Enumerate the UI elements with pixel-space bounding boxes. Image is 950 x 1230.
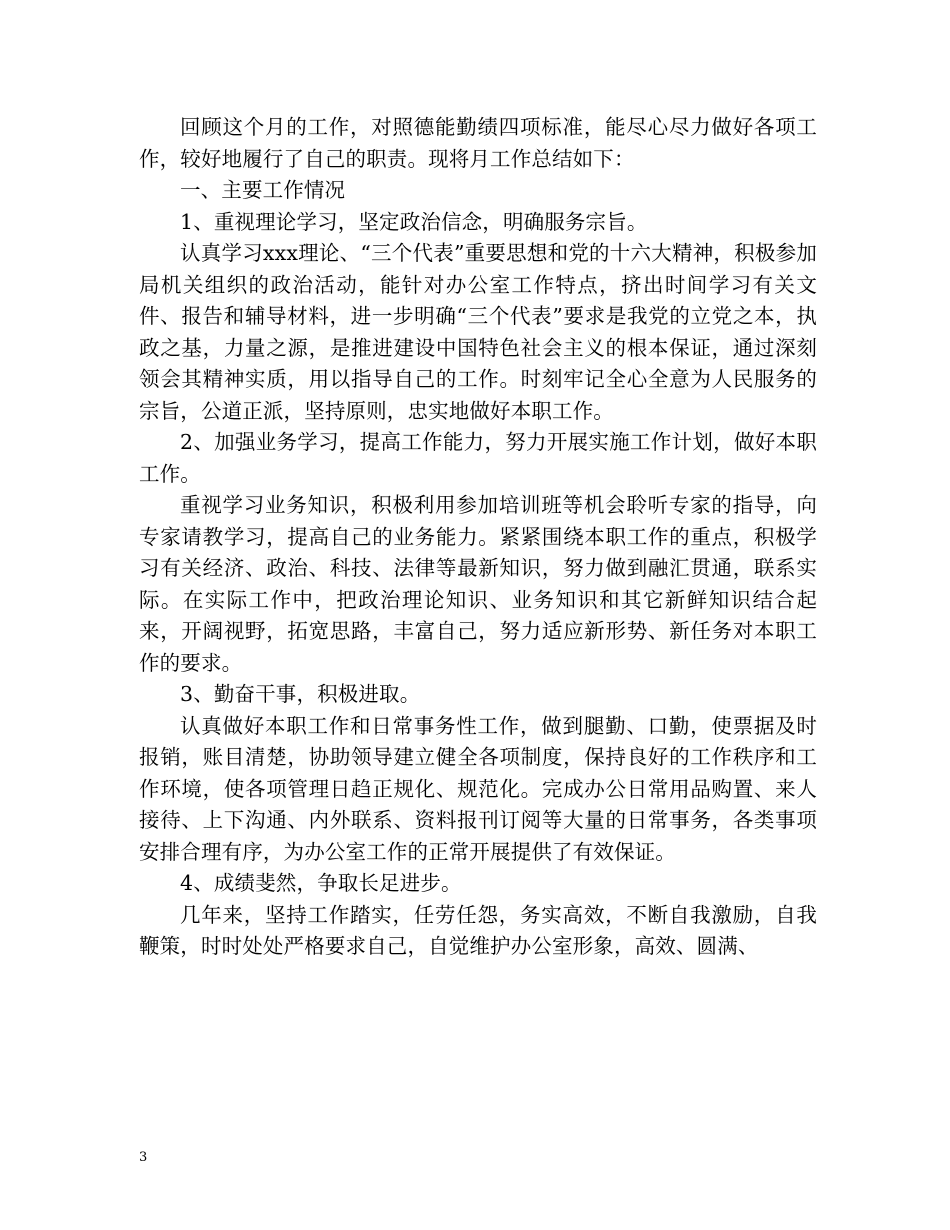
section-heading-main-work: 一、主要工作情况 [180, 178, 346, 202]
subheading-diligent-work: 3、勤奋干事，积极进取。 [180, 682, 421, 706]
page-number: 3 [139, 1150, 148, 1165]
subheading-theory-study: 1、重视理论学习，坚定政治信念，明确服务宗旨。 [180, 209, 648, 234]
paragraph-diligent-work: 认真做好本职工作和日常事务性工作，做到腿勤、口勤，使票据及时报销，账目清楚，协助领导建立健全各项制度，保持良好的工作秩序和工作环境，使各项管理日趋正规化、规范化。完成办公日常用品购置、来人接待、上下沟通、内外联系、资料报刊订阅等大量的日常事务，各类事项安排合理有序，为办公室工作的正常开展提供了有效保证。 [139, 713, 817, 864]
paragraph-theory-study: 认真学习xxx理论、“三个代表”重要思想和党的十六大精神，积极参加局机关组织的政治活动，能针对办公室工作特点，挤出时间学习有关文件、报告和辅导材料，进一步明确“三个代表”要求是我党的立党之本，执政之基，力量之源，是推进建设中国特色社会主义的根本保证，通过深刻领会其精神实质，用以指导自己的工作。时刻牢记全心全意为人民服务的宗旨，公道正派，坚持原则，忠实地做好本职工作。 [139, 241, 817, 423]
document-body [139, 112, 817, 963]
subheading-business-study: 2、加强业务学习，提高工作能力，努力开展实施工作计划，做好本职工作。 [139, 430, 817, 486]
subheading-achievements: 4、成绩斐然，争取长足进步。 [180, 871, 462, 895]
intro-paragraph: 回顾这个月的工作，对照德能勤绩四项标准，能尽心尽力做好各项工作，较好地履行了自己的职责。现将月工作总结如下： [139, 115, 817, 171]
paragraph-business-study: 重视学习业务知识，积极利用参加培训班等机会聆听专家的指导，向专家请教学习，提高自己的业务能力。紧紧围绕本职工作的重点，积极学习有关经济、政治、科技、法律等最新知识，努力做到融汇贯通，联系实际。在实际工作中，把政治理论知识、业务知识和其它新鲜知识结合起来，开阔视野，拓宽思路，丰富自己，努力适应新形势、新任务对本职工作的要求。 [139, 493, 817, 675]
paragraph-achievements: 几年来，坚持工作踏实，任劳任怨，务实高效，不断自我激励，自我鞭策，时时处处严格要求自己，自觉维护办公室形象，高效、圆满、 [139, 902, 817, 958]
